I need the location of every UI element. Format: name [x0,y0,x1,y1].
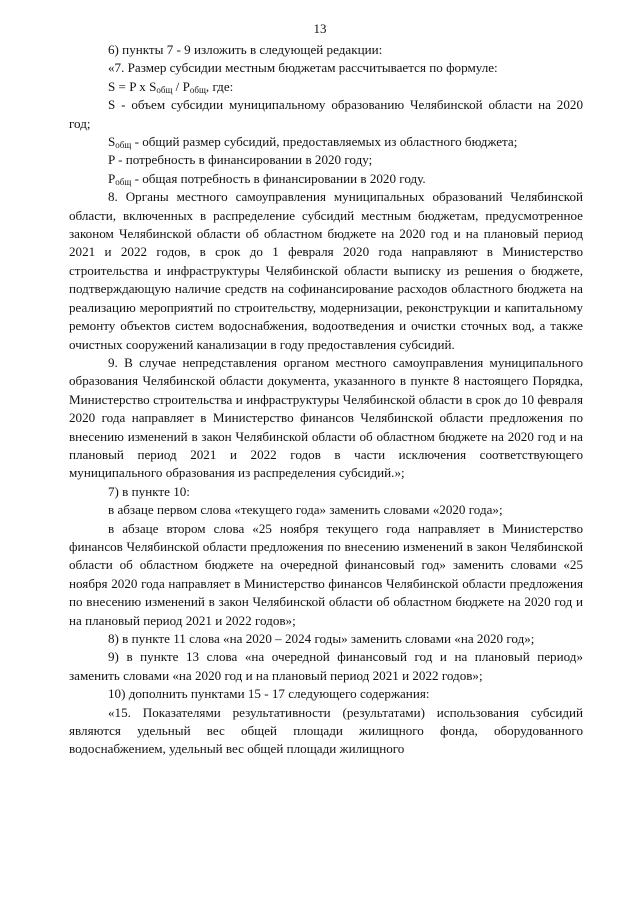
paragraph-item-9: 9) в пункте 13 слова «на очередной финансовый год и на плановый период» заменить словами «на 2020 год и на плановый период 2021 и 2022 годов»; [69,649,583,683]
formula-part: , где: [205,78,234,94]
paragraph-point-8: 8. Органы местного самоуправления муниципальных образований Челябинской области, включенных в распределение субсидий местным бюджетам, предусмотренное законом Челябинской области об областном бюджете на 2020 год и на плановый период 2021 и 2022 годов, в срок до 1 февраля 2020 года направляют в Министерство строительства и инфраструктуры Челябинской области выписку из решения о бюджете, подтверждающую наличие средств на софинансирование расходов областного бюджета на реализацию мероприятий по строительству, модернизации, реконструкции и капитальному ремонту объектов систем водоснабжения, водоотведения и очистки сточных вод, а также очистных сооружений канализации в году предоставления субсидий. [69,189,583,352]
formula-line [69,78,583,96]
paragraph-item-7-intro: «7. Размер субсидии местным бюджетам рассчитывается по формуле: [108,60,498,76]
formula-part: S = P x S [108,78,157,94]
paragraph-item-7: 7) в пункте 10: [108,483,190,499]
document-body [69,41,583,759]
definition-p: P - потребность в финансировании в 2020 году; [108,152,373,168]
definition-s: S - объем субсидии муниципальному образованию Челябинской области на 2020 год; [69,97,583,131]
definition-text: - общий размер субсидий, предоставляемых из областного бюджета; [131,134,518,150]
definition-p-total [69,170,583,188]
formula-part: / P [172,78,190,94]
paragraph-item-10: 10) дополнить пунктами 15 - 17 следующего содержания: [108,686,430,702]
paragraph-item-6: 6) пункты 7 - 9 изложить в следующей редакции: [108,42,383,57]
definition-symbol: S [108,134,116,150]
paragraph-point-15: «15. Показателями результативности (результатами) использования субсидий являются удельный вес общей площади жилищного фонда, оборудованного водоснабжением, удельный вес общей площади жилищного [69,704,583,757]
paragraph-point-9: 9. В случае непредставления органом местного самоуправления муниципального образования Челябинской области документа, указанного в пункте 8 настоящего Порядка, Министерство строительства и инфраструктуры Челябинской области в срок до 10 февраля 2020 года направляет в Министерство финансов Челябинской области предложения по внесению изменений в закон Челябинской области об областном бюджете на 2020 год и на плановый период 2021 и 2022 годов в части исключения соответствующего муниципального образования из распределения субсидий.»; [69,354,583,481]
paragraph-first-clause: в абзаце первом слова «текущего года» заменить словами «2020 года»; [108,502,503,518]
formula-subscript: общ [189,84,206,95]
paragraph-second-clause: в абзаце втором слова «25 ноября текущего года направляет в Министерство финансов Челябинской области предложения по внесению изменений в закон Челябинской области об областном бюджете на очередной финансовый год» заменить словами «25 ноября 2020 года направляет в Министерство финансов Челябинской области предложения по внесению изменений в закон Челябинской области об областном бюджете на 2020 год и на плановый период 2021 и 2022 годов»; [69,520,583,628]
definition-subscript: общ [115,176,132,187]
definition-text: - общая потребность в финансировании в 2020 году. [131,170,426,186]
definition-subscript: общ [115,140,132,151]
definition-s-total [69,133,583,151]
formula-subscript: общ [156,84,173,95]
definition-symbol: P [108,170,116,186]
page-number: 13 [313,21,327,36]
paragraph-item-8: 8) в пункте 11 слова «на 2020 – 2024 годы» заменить словами «на 2020 год»; [108,631,535,646]
